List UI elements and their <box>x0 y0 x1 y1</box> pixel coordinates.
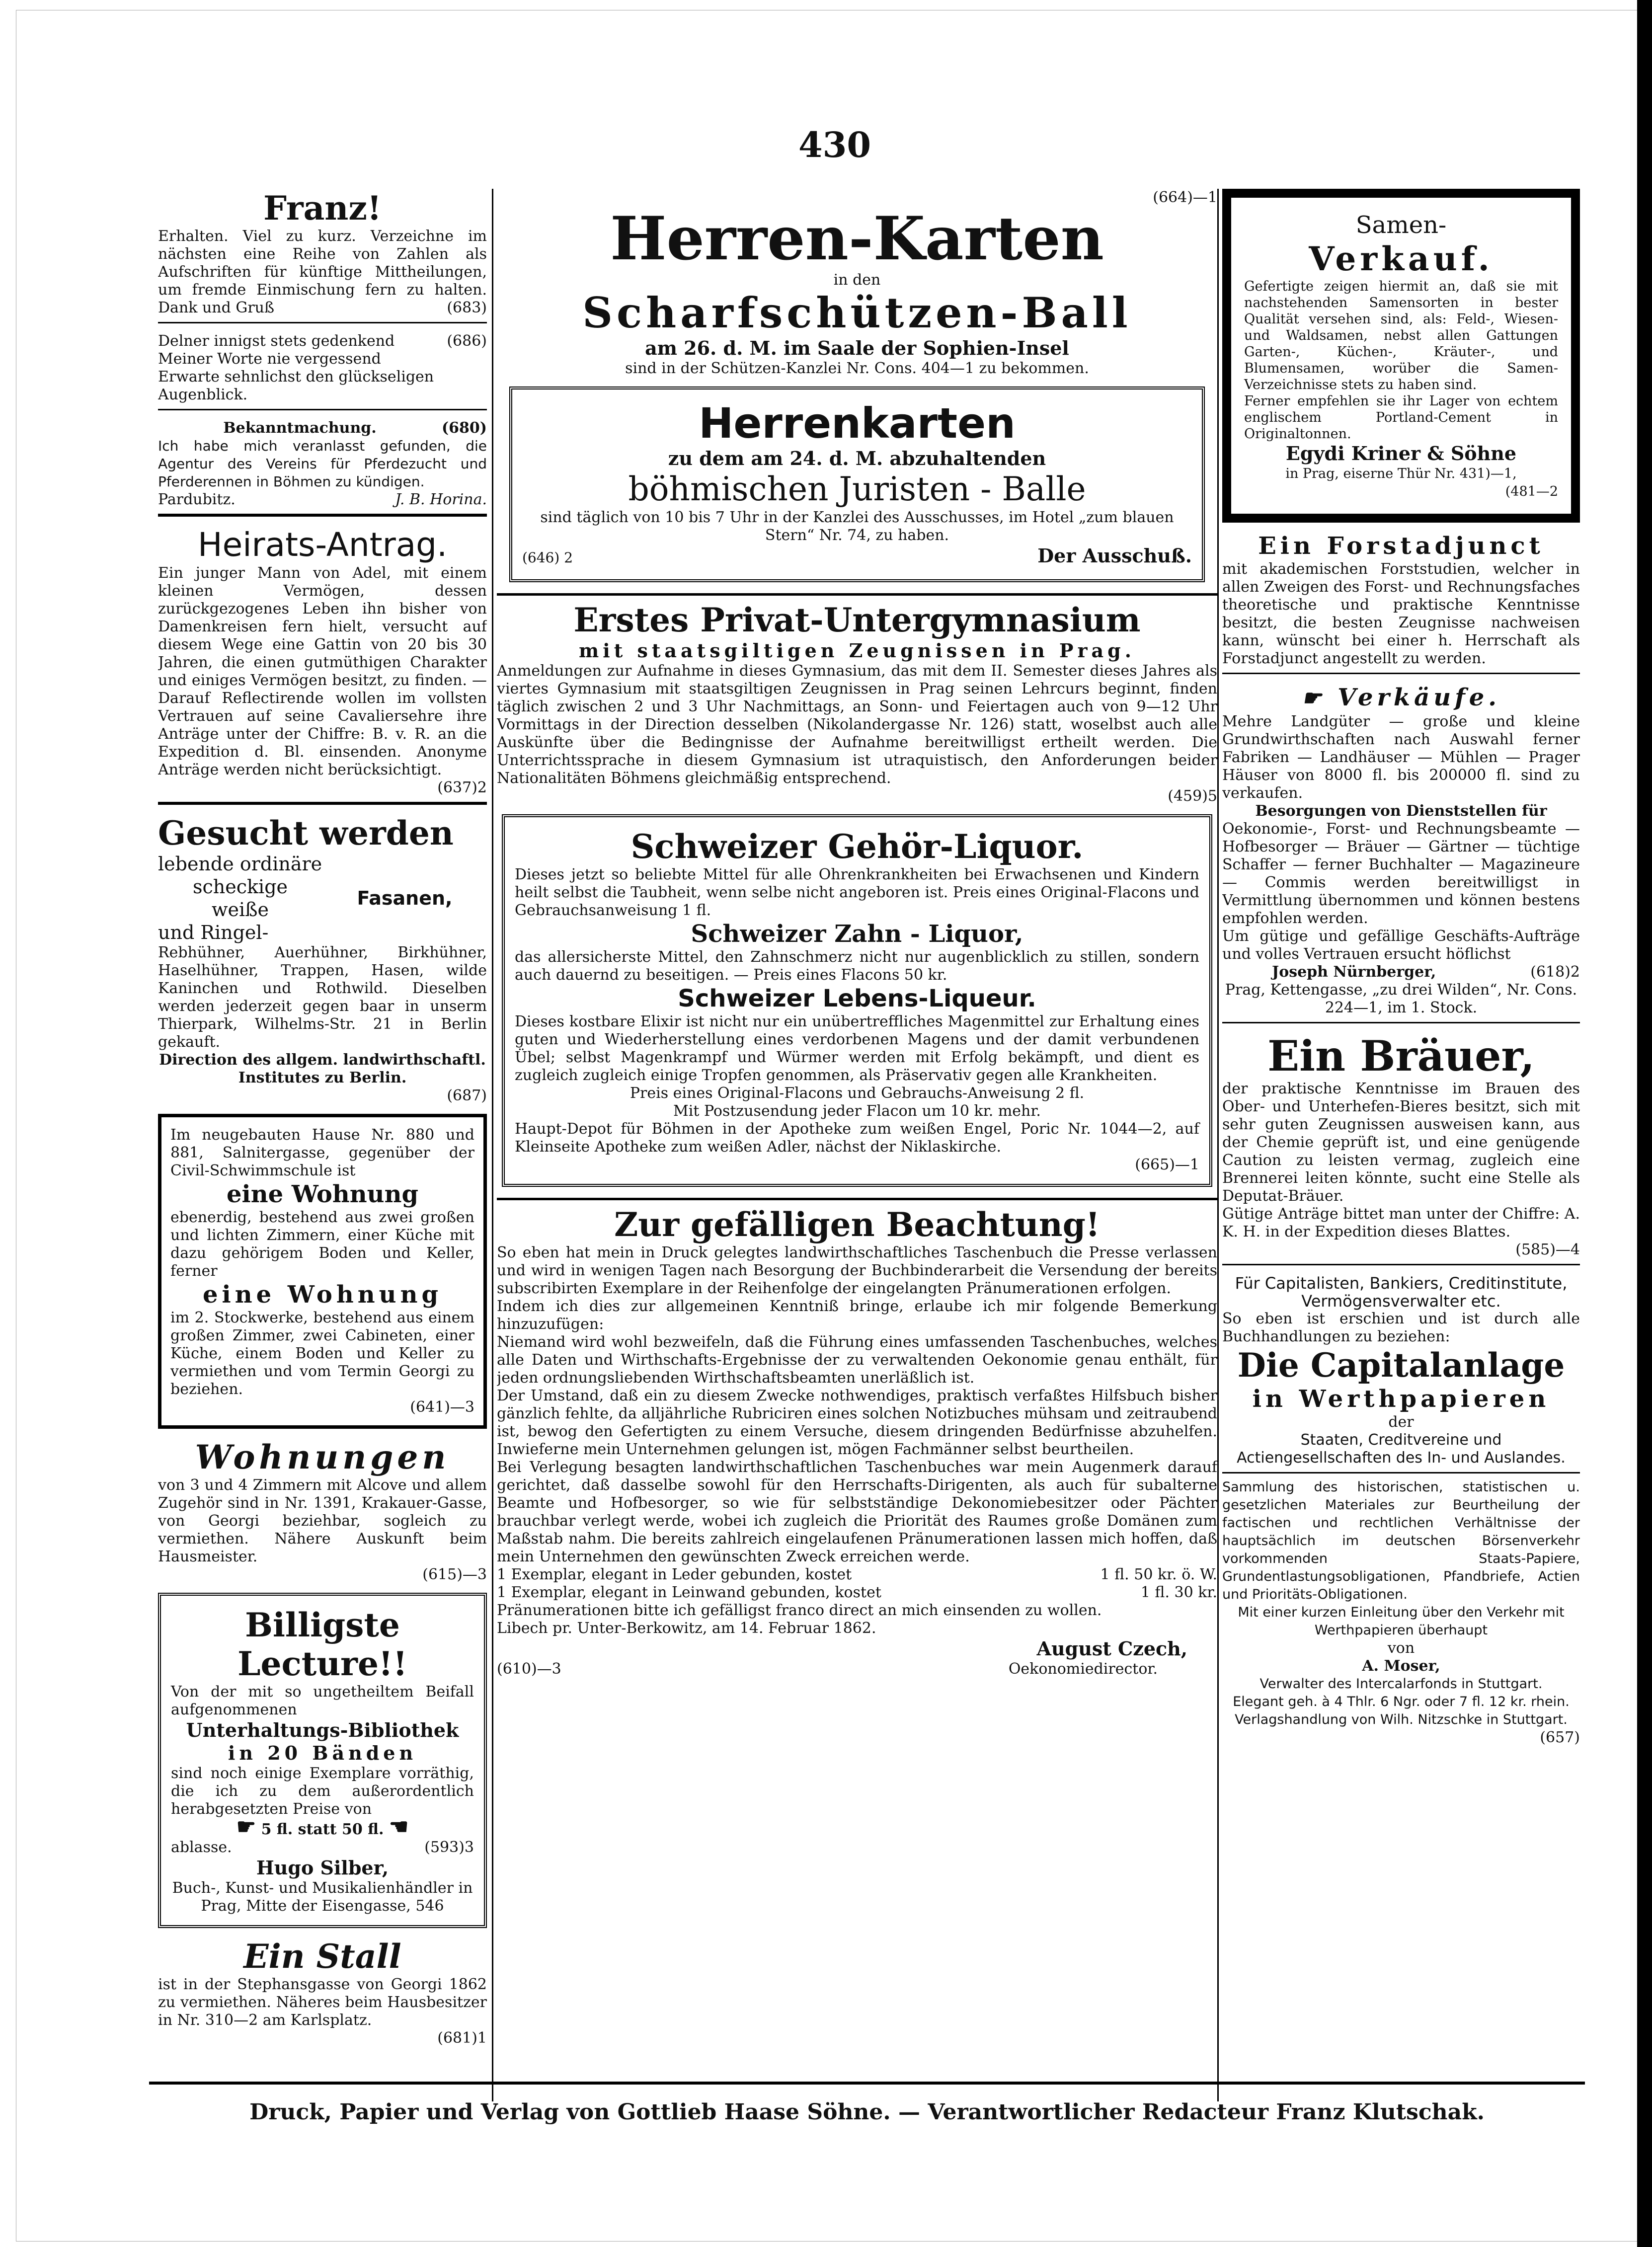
ad-title: Ein Forstadjunct <box>1258 532 1544 560</box>
ad-text: sind täglich von 10 bis 7 Uhr in der Kanzlei des Ausschusses, im Hotel „zum blauen Stern“ Nr. 74, zu haben. <box>540 509 1174 544</box>
ad-line: Erwarte sehnlichst den glückseligen Augenblick. <box>158 368 434 403</box>
center-column <box>497 189 1217 2101</box>
ad-text: Ich habe mich veranlasst gefunden, die Agentur des Vereins für Pferdezucht und Pferderennen in Böhmen zu kündigen. <box>158 438 487 490</box>
ad-text: in den <box>833 271 881 289</box>
ad-title: Gesucht werden <box>158 814 454 852</box>
ad-title: eine Wohnung <box>226 1180 419 1208</box>
divider <box>158 802 487 805</box>
ad-text: Ein junger Mann von Adel, mit einem kleinen Vermögen, dessen zurückgezogenes Leben ihn bisher von Damenkreisen fern hielt, versucht auf diesem Wege eine Gattin von 20 bis 30 Jahren, die einen gutmüthigen Charakter und einiges Vermögen besitzt, zu finden. — Darauf Reflectirende wollen im vollsten Vertrauen auf seine Cavaliersehre ihre Anträge unter der Chiffre: B. v. R. an die Expedition d. Bl. einsenden. Anonyme Anträge werden nicht berücksichtigt. <box>158 564 487 778</box>
ad-title: Ein Bräuer, <box>1267 1031 1535 1081</box>
ad-text: ebenerdig, bestehend aus zwei großen und lichten Zimmern, einer Küche mit dazu gehörigem Boden und Keller, ferner <box>170 1209 474 1280</box>
ad-text: Dieses kostbare Elixir ist nicht nur ein unübertreffliches Magenmittel zur Erhaltung eines guten und Wiederherstellung eines verdorbenen Magens und der damit verbundenen Übel; selbst Magenkrampf und Würmer werden mit Erfolg bekämpft, und dient es zugleich zugleich einige Tropfen genommen, als Präservativ gegen alle Krankheiten. <box>515 1013 1199 1084</box>
right-column <box>1222 189 1580 2101</box>
imprint-footer: Druck, Papier und Verlag von Gottlieb Haase Söhne. — Verantwortlicher Redacteur Franz Klutschak. <box>149 2082 1585 2125</box>
ad-wohnung-box <box>158 1114 487 1429</box>
ad-bekanntmachung <box>158 419 487 517</box>
ad-ref: (585)—4 <box>1515 1241 1580 1258</box>
ad-herrenkarten-juristen <box>509 387 1205 582</box>
ad-title: Ein Stall <box>243 1937 401 1976</box>
pointing-hand-icon: ☚ <box>389 1814 409 1840</box>
ad-title: Verkauf. <box>1309 239 1494 278</box>
ad-text: Mit einer kurzen Einleitung über den Verkehr mit Werthpapieren überhaupt <box>1238 1605 1565 1638</box>
ad-title: in Werthpapieren <box>1252 1385 1550 1413</box>
ad-text: Mit Postzusendung jeder Flacon um 10 kr. mehr. <box>673 1102 1041 1120</box>
ad-price: Elegant geh. à 4 Thlr. 6 Ngr. oder 7 fl. 12 kr. rhein. <box>1233 1694 1570 1709</box>
ad-title: Herren-Karten <box>610 204 1104 274</box>
ad-title: Zur gefälligen Beachtung! <box>614 1205 1100 1244</box>
ad-text: Gefertigte zeigen hiermit an, daß sie mit nachstehenden Samensorten in bester Qualität versehen sind, als: Feld-, Wiesen- und Waldsamen, nebst allen Gattungen Garten-, Küchen-, Kräuter-, und Blumensamen, worüber die Samen-Verzeichnisse stets zu haben sind. <box>1244 279 1558 392</box>
ad-text: Indem ich dies zur allgemeinen Kenntniß bringe, erlaube ich mir folgende Bemerkung hinzuzufügen: <box>497 1298 1217 1333</box>
ad-text: Haupt-Depot für Böhmen in der Apotheke zum weißen Engel, Poric Nr. 1044—2, auf Kleinseite Apotheke zum weißen Adler, nächst der Niklaskirche. <box>515 1120 1199 1156</box>
ad-lecture <box>158 1593 487 1928</box>
ad-beachtung <box>497 1205 1217 1678</box>
ad-schweizer <box>502 814 1212 1187</box>
ad-date: am 26. d. M. im Saale der Sophien-Insel <box>645 337 1069 359</box>
divider <box>158 409 487 410</box>
ad-text: Niemand wird wohl bezweifeln, daß die Führung eines umfassenden Taschenbuches, welches alle Daten und Wirthschafts-Ergebnisse der zu verwaltenden Oekonomie genau enthält, für jeden ordnungsliebenden Wirthschaftsbeamten unerläßlich ist. <box>497 1333 1217 1387</box>
ad-title: Herrenkarten <box>699 399 1016 448</box>
ad-title: in 20 Bänden <box>228 1742 417 1764</box>
ad-stall <box>158 1937 487 2047</box>
ad-ref: (657) <box>1540 1729 1580 1746</box>
ad-text: im 2. Stockwerke, bestehend aus einem großen Zimmer, zwei Cabineten, einer Küche, einem Boden und Keller zu vermiethen und vom Termin Georgi zu beziehen. <box>170 1309 474 1398</box>
ad-name: Egydi Kriner & Söhne <box>1285 442 1517 465</box>
ad-sign: (646) 2 Der Ausschuß. <box>522 544 1192 567</box>
ad-text: Mehre Landgüter — große und kleine Grundwirthschaften nach Auswahl ferner Fabriken — Landhäuser — Mühlen — Prager Häuser von 8000 fl. bis 200000 fl. sind zu verkaufen. <box>1222 713 1580 802</box>
ad-capitalanlage <box>1222 1274 1580 1747</box>
ad-text: Rebhühner, Auerhühner, Birkhühner, Haselhühner, Trappen, Hasen, wilde Kaninchen und Rothwild. Dieselben werden jederzeit gegen baar in unserm Thierpark, Wilhelms-Str. 21 in Berlin gekauft. <box>158 944 487 1051</box>
ad-price: ☛ 5 fl. statt 50 fl. ☚ <box>236 1814 409 1840</box>
ad-title: eine Wohnung <box>202 1281 443 1309</box>
ad-ref: (683) <box>447 299 487 316</box>
ad-publisher: Verlagshandlung von Wilh. Nitzschke in Stuttgart. <box>1235 1712 1568 1727</box>
ad-text: So eben ist erschien und ist durch alle Buchhandlungen zu beziehen: <box>1222 1310 1580 1345</box>
ad-delner <box>158 332 487 410</box>
divider <box>497 1198 1217 1200</box>
column-rule-2 <box>1217 189 1219 2101</box>
ad-herren-karten-scharfschuetzen <box>497 189 1217 378</box>
divider <box>1222 1264 1580 1265</box>
ad-title: ☛ Verkäufe. <box>1222 683 1580 713</box>
word: scheckige <box>192 876 288 898</box>
ad-title: Heirats-Antrag. <box>197 526 448 564</box>
divider <box>1222 1022 1580 1023</box>
ad-text: der praktische Kenntnisse im Brauen des Ober- und Unterhefen-Bieres besitzt, sich mit sehr guten Zeugnissen ausweisen kann, aus der Chemie geprüft ist, und eine genügende Caution zu leisten vermag, zugleich eine Brennerei leiten könnte, sucht eine Stelle als Deputat-Bräuer. <box>1222 1080 1580 1205</box>
ad-title: Schweizer Zahn - Liquor, <box>691 920 1023 948</box>
divider <box>497 593 1217 596</box>
ad-sign: (610)—3 Oekonomiedirector. <box>497 1660 1158 1678</box>
ad-gesucht-fasanen <box>158 814 487 1105</box>
ad-text: ist in der Stephansgasse von Georgi 1862 zu vermiethen. Näheres beim Hausbesitzer in Nr. 310—2 am Karlsplatz. <box>158 1976 487 2029</box>
ad-sub: Staaten, Creditvereine und Actiengesellschaften des In- und Auslandes. <box>1237 1431 1566 1467</box>
ad-samen-verkauf <box>1222 189 1580 523</box>
left-column <box>158 189 487 2101</box>
ad-ref: (481—2 <box>1505 484 1558 499</box>
ad-text: Der Umstand, daß ein zu diesem Zwecke nothwendiges, praktisch verfaßtes Hilfsbuch bisher gänzlich fehlte, da alljährliche Rubriciren eines solchen Notizbuches mühsam und zeitraubend ist, bewog den Gefertigten zu einem Versuche, diesem dringenden Bedürfnisse abzuhelfen. Inwieferne mein Unternehmen gelungen ist, mögen Fachmänner selbst beurtheilen. <box>497 1387 1217 1458</box>
ad-verkaeufe <box>1222 683 1580 1023</box>
ad-ref: (687) <box>447 1087 487 1104</box>
ad-title: Unterhaltungs-Bibliothek <box>186 1719 459 1741</box>
divider <box>1222 673 1580 674</box>
ad-head: Für Capitalisten, Bankiers, Creditinstitute, Vermögensverwalter etc. <box>1235 1274 1568 1311</box>
ad-title: Samen- <box>1355 211 1447 239</box>
word: weiße <box>211 899 269 921</box>
ad-ref: (641)—3 <box>410 1398 474 1416</box>
divider <box>158 514 487 517</box>
ad-text: Dieses jetzt so beliebte Mittel für alle Ohrenkrankheiten bei Erwachsenen und Kindern heilt selbst die Taubheit, wenn selbe nicht angeboren ist. Preis eines Original-Flacons und Gebrauchsanweisung 1 fl. <box>515 866 1199 919</box>
fasanen-word: Fasanen, <box>357 887 453 909</box>
word: lebende ordinäre <box>158 853 322 875</box>
ad-text: Ferner empfehlen sie ihr Lager von echtem englischem Portland-Cement in Originaltonnen. <box>1244 393 1558 442</box>
ad-gymnasium <box>497 601 1217 805</box>
ad-name: Joseph Nürnberger, (618)2 <box>1272 963 1580 981</box>
ad-text: Im neugebauten Hause Nr. 880 und 881, Salnitergasse, gegenüber der Civil-Schwimmschule ist <box>170 1126 474 1179</box>
ad-title: Schweizer Lebens-Liqueur. <box>678 985 1036 1012</box>
ad-wohnungen <box>158 1438 487 1584</box>
ad-title: Bekanntmachung. (680) <box>223 419 487 437</box>
pointing-hand-icon: ☛ <box>1302 686 1326 711</box>
ad-title: Franz! <box>263 189 382 228</box>
ad-line: Delner innigst stets gedenkend (686) <box>158 332 487 350</box>
price-row: 1 Exemplar, elegant in Leder gebunden, kostet 1 fl. 50 kr. ö. W. <box>497 1566 1217 1583</box>
ad-name: August Czech, <box>1036 1637 1187 1660</box>
ad-title: Die Capitalanlage <box>1237 1346 1565 1385</box>
ad-text: der <box>1388 1413 1414 1431</box>
divider <box>158 322 487 323</box>
ad-text: von <box>1387 1639 1415 1657</box>
ad-text: Anmeldungen zur Aufnahme in dieses Gymnasium, das mit dem II. Semester dieses Jahres als viertes Gymnasium mit staatsgiltigen Zeugnissen in Prag seinen Lehrcurs beginnt, finden täglich zwischen 2 und 3 Uhr Nachmittags, an Sonn- und Feiertagen auch von 9—12 Uhr Vormittags in der Direction desselben (Nikolandergasse Nr. 126) statt, woselbst auch alle Auskünfte über die Bedingnisse der Aufnahme bereitwilligst ertheilt werden. Die Unterrichtssprache in diesem Gymnasium ist utraquistisch, den Anforderungen beider Nationalitäten Böhmens gleichmäßig entsprechend. <box>497 662 1217 787</box>
ad-text: Preis eines Original-Flacons und Gebrauchs-Anweisung 2 fl. <box>629 1085 1085 1102</box>
ad-text: Pränumerationen bitte ich gefälligst franco direct an mich einsenden zu wollen. <box>497 1602 1102 1619</box>
ad-text: Um gütige und gefällige Geschäfts-Aufträge und volles Vertrauen ersucht höflichst <box>1222 928 1580 963</box>
ad-ball: böhmischen Juristen - Balle <box>628 470 1086 508</box>
scan-edge <box>1637 0 1652 2247</box>
ad-text: mit akademischen Forststudien, welcher in allen Zweigen des Forst- und Rechnungsfaches theoretische und praktische Kenntnisse besitzt, die besten Zeugnisse nachweisen kann, wünscht bei einer h. Herrschaft als Forstadjunct angestellt zu werden. <box>1222 560 1580 667</box>
word: und Ringel- <box>158 922 269 943</box>
ad-ball: Scharfschützen-Ball <box>582 288 1132 337</box>
ad-addr: Prag, Kettengasse, „zu drei Wilden“, Nr. Cons. 224—1, im 1. Stock. <box>1225 981 1577 1016</box>
ad-text: sind in der Schützen-Kanzlei Nr. Cons. 404—1 zu bekommen. <box>625 360 1089 377</box>
ad-title: Wohnungen <box>195 1438 450 1476</box>
ad-sign: Buch-, Kunst- und Musikalienhändler in Prag, Mitte der Eisengasse, 546 <box>172 1879 473 1915</box>
ad-text: Erhalten. Viel zu kurz. Verzeichne im nächsten eine Reihe von Zahlen als Aufschriften für künftige Mittheilungen, um fremde Einmischung fern zu halten. Dank und Gruß (683) <box>158 228 487 316</box>
ad-title: Schweizer Gehör-Liquor. <box>630 827 1084 866</box>
ad-ref: (637)2 <box>437 779 487 796</box>
ad-text: Oekonomie-, Forst- und Rechnungsbeamte — Hofbesorger — Bräuer — Gärtner — tüchtige Schaffer — ferner Buchhalter — Magazineure — Commis werden bereitwilligst in Vermittlung übernommen und können bestens empfohlen werden. <box>1222 820 1580 927</box>
ad-text: Bei Verlegung besagten landwirthschaftlichen Taschenbuches war mein Augenmerk darauf gerichtet, daß dasselbe sowohl für den Herrschafts-Dirigenten, als auch für subalterne Beamte und Hofbesorger, so wie für selbstständige Dekonomiebesitzer oder Pächter brauchbar verlegt werde, wobei ich zugleich die Priorität des Raumes große Domänen zum Maßstab nahm. Die bereits zahlreich eingelaufenen Pränumerationen lassen mich hoffen, daß mein Unternehmen den gewünschten Zweck erreichen werde. <box>497 1459 1217 1565</box>
ad-franz <box>158 189 487 323</box>
page-number: 430 <box>798 124 871 165</box>
price-row: 1 Exemplar, elegant in Leinwand gebunden, kostet 1 fl. 30 kr. <box>497 1584 1217 1601</box>
ad-addr: in Prag, eiserne Thür Nr. 431)—1, <box>1285 466 1517 481</box>
ad-line: Meiner Worte nie vergessend <box>158 350 381 368</box>
ad-sign: Direction des allgem. landwirthschaftl. Institutes zu Berlin. <box>159 1051 486 1086</box>
ad-heirats-antrag <box>158 526 487 805</box>
ad-name: Hugo Silber, <box>256 1857 389 1879</box>
pointing-hand-icon: ☛ <box>236 1814 256 1840</box>
ad-title: Erstes Privat-Untergymnasium <box>573 601 1141 639</box>
ad-text: Sammlung des historischen, statistischen u. gesetzlichen Materiales zur Beurtheilung der factischen und rechtlichen Verhältnisse der hauptsächlich im deutschen Börsenverkehr vorkommenden Staats-Papiere, Grundentlastungsobligationen, Pfandbriefe, Actien und Prioritäts-Obligationen. <box>1222 1479 1580 1602</box>
ad-text: das allersicherste Mittel, den Zahnschmerz nicht nur augenblicklich zu stillen, sondern auch dauernd zu beseitigen. — Preis eines Flacons 50 kr. <box>515 948 1199 984</box>
ad-ref: (459)5 <box>1168 787 1217 805</box>
ad-ref: (665)—1 <box>1135 1156 1199 1173</box>
ad-text: Gütige Anträge bittet man unter der Chiffre: A. K. H. in der Expedition dieses Blattes. <box>1222 1205 1580 1240</box>
ad-sub: Besorgungen von Dienststellen für <box>1255 802 1547 820</box>
ad-forstadjunct <box>1222 532 1580 674</box>
divider <box>1222 1472 1580 1473</box>
ad-text: ablasse. (593)3 <box>171 1839 474 1856</box>
ad-title: Billigste Lecture!! <box>237 1606 407 1683</box>
ad-ref: (664)—1 <box>1153 189 1217 206</box>
ad-text: sind noch einige Exemplare vorräthig, die ich zu dem außerordentlich herabgesetzten Preise von <box>171 1765 474 1818</box>
column-rule-1 <box>492 189 493 2101</box>
ad-text: Verwalter des Intercalarfonds in Stuttgart. <box>1259 1676 1543 1692</box>
ad-sub: zu dem am 24. d. M. abzuhaltenden <box>668 447 1046 469</box>
ad-text: So eben hat mein in Druck gelegtes landwirthschaftliches Taschenbuch die Presse verlassen und wird in wenigen Tagen nach Besorgung der Buchbinderarbeit die Versendung der bereits subscribirten Exemplare in der Reihenfolge der eingelangten Pränumerationen erfolgen. <box>497 1244 1217 1297</box>
ad-sign: Pardubitz. J. B. Horina. <box>158 491 487 508</box>
ad-text: Von der mit so ungetheiltem Beifall aufgenommenen <box>171 1683 474 1718</box>
ad-place: Libech pr. Unter-Berkowitz, am 14. Februar 1862. <box>497 1620 876 1637</box>
ad-text: von 3 und 4 Zimmern mit Alcove und allem Zugehör sind in Nr. 1391, Krakauer-Gasse, von Georgi beziehbar, sogleich zu vermiethen. Nähere Auskunft beim Hausmeister. <box>158 1476 487 1565</box>
ad-author: A. Moser, <box>1362 1657 1440 1675</box>
fasanen-words <box>158 852 322 944</box>
ad-braeuer <box>1222 1032 1580 1265</box>
ad-ref: (615)—3 <box>422 1566 487 1583</box>
fasanen-block <box>158 852 487 944</box>
ad-sub: mit staatsgiltigen Zeugnissen in Prag. <box>579 639 1135 662</box>
ad-ref: (681)1 <box>437 2029 487 2047</box>
